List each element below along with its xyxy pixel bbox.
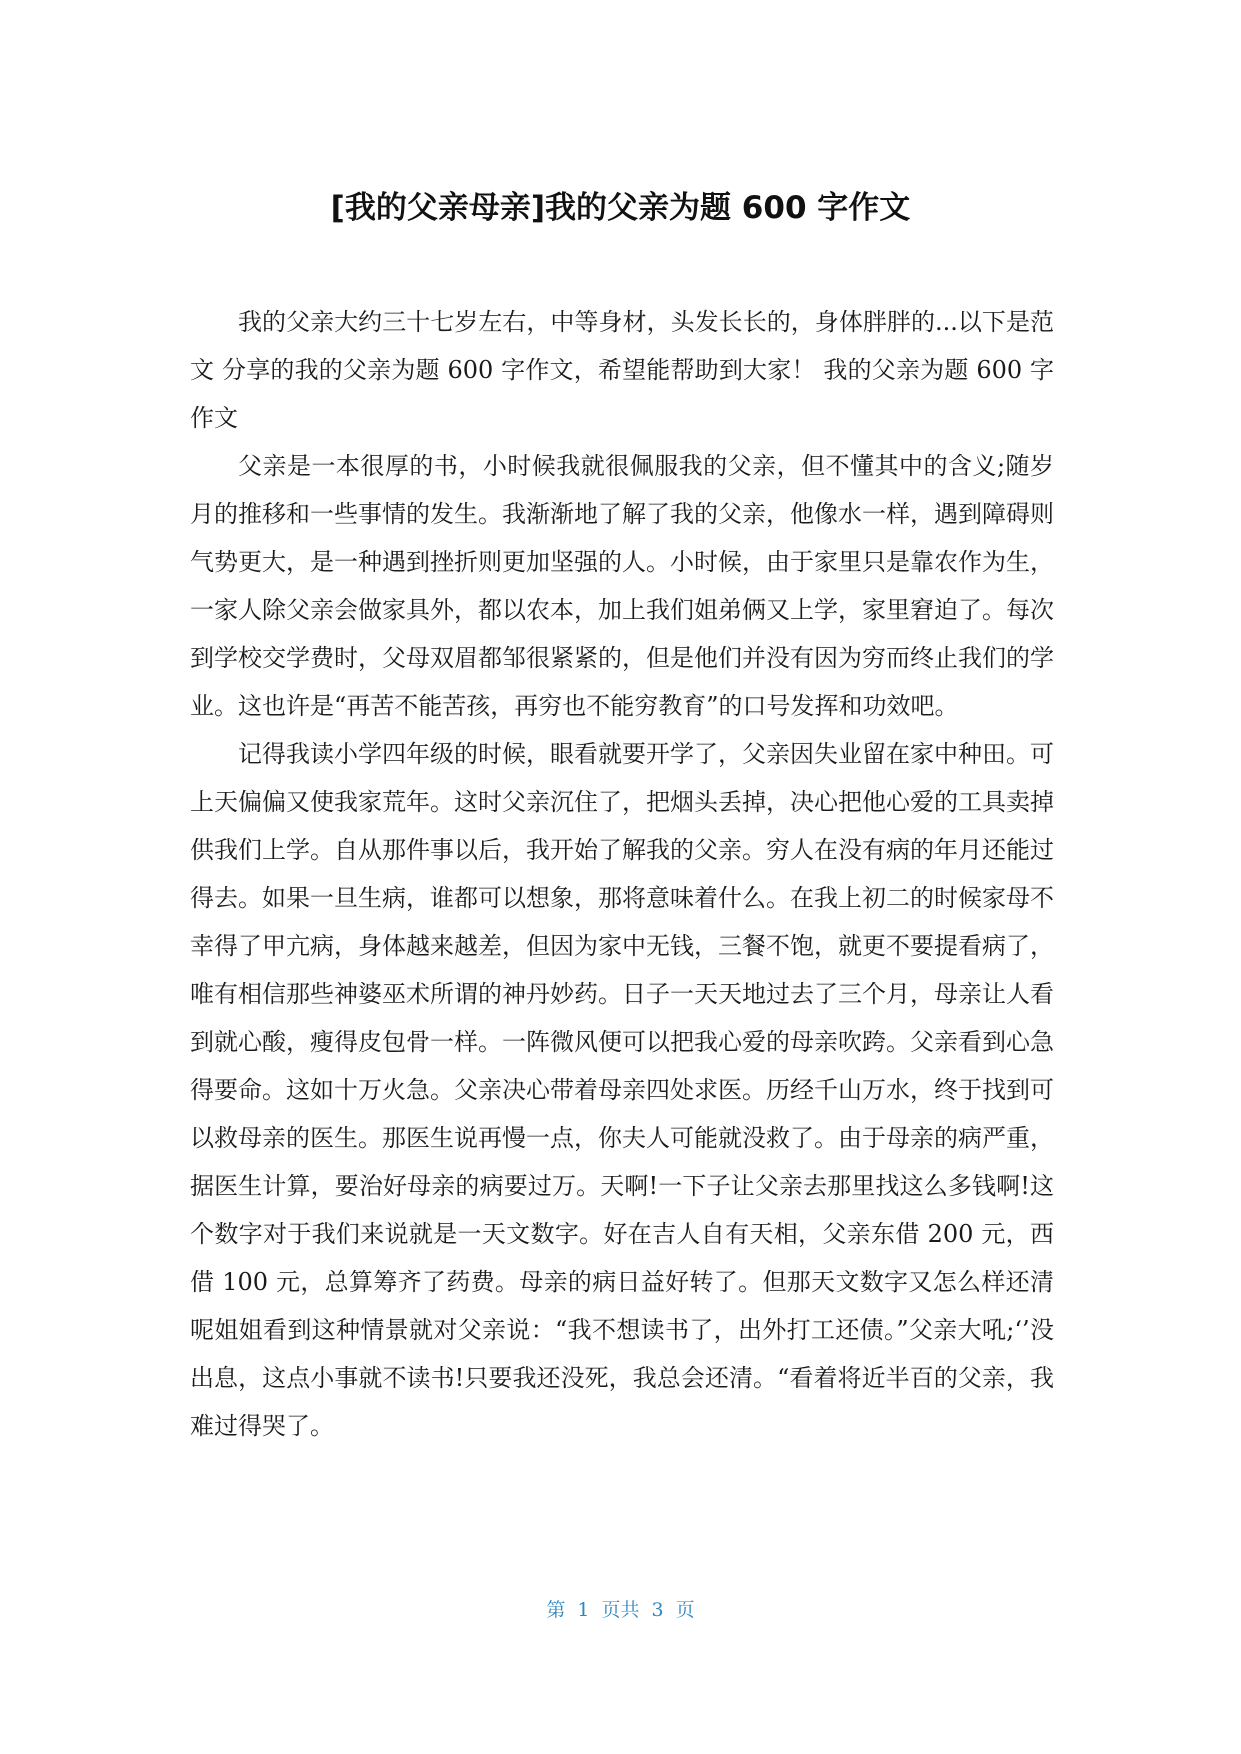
page-footer — [0, 1598, 1241, 1622]
footer-suffix: 页 — [675, 1599, 695, 1621]
document-title: [我的父亲母亲]我的父亲为题 600 字作文 — [330, 190, 911, 226]
paragraph-father-book: 父亲是一本很厚的书，小时候我就很佩服我的父亲，但不懂其中的含义;随岁月的推移和一些事情的发生。我渐渐地了解了我的父亲，他像水一样，遇到障碍则气势更大，是一种遇到挫折则更加坚强的人。小时候，由于家里只是靠农作为生，一家人除父亲会做家具外，都以农本，加上我们姐弟俩又上学，家里窘迫了。每次到学校交学费时，父母双眉都邹很紧紧的，但是他们并没有因为穷而终止我们的学业。这也许是“再苦不能苦孩，再穷也不能穷教育”的口号发挥和功效吧。 — [190, 452, 1054, 720]
paragraph-intro: 我的父亲大约三十七岁左右，中等身材，头发长长的，身体胖胖的...以下是范文 分享的我的父亲为题 600 字作文，希望能帮助到大家！ 我的父亲为题 600 字作文 — [190, 308, 1054, 432]
footer-total-pages: 3 — [651, 1599, 664, 1621]
paragraph-memory: 记得我读小学四年级的时候，眼看就要开学了，父亲因失业留在家中种田。可上天偏偏又使我家荒年。这时父亲沉住了，把烟头丢掉，决心把他心爱的工具卖掉供我们上学。自从那件事以后，我开始了解我的父亲。穷人在没有病的年月还能过得去。如果一旦生病，谁都可以想象，那将意味着什么。在我上初二的时候家母不幸得了甲亢病，身体越来越差，但因为家中无钱，三餐不饱，就更不要提看病了，唯有相信那些神婆巫术所谓的神丹妙药。日子一天天地过去了三个月，母亲让人看到就心酸，瘦得皮包骨一样。一阵微风便可以把我心爱的母亲吹跨。父亲看到心急得要命。这如十万火急。父亲决心带着母亲四处求医。历经千山万水，终于找到可以救母亲的医生。那医生说再慢一点，你夫人可能就没救了。由于母亲的病严重，据医生计算，要治好母亲的病要过万。天啊!一下子让父亲去那里找这么多钱啊!这个数字对于我们来说就是一天文数字。好在吉人自有天相，父亲东借 200 元，西借 100 元，总算筹齐了药费。母亲的病日益好转了。但那天文数字又怎么样还清呢姐姐看到这种情景就对父亲说：“我不想读书了，出外打工还债。”父亲大吼;‘’没出息，这点小事就不读书!只要我还没死，我总会还清。“看着将近半百的父亲，我难过得哭了。 — [190, 740, 1054, 1440]
footer-current-page: 1 — [577, 1599, 590, 1621]
document-body — [190, 298, 1054, 1450]
footer-prefix: 第 — [546, 1599, 566, 1621]
footer-middle: 页共 — [601, 1599, 640, 1621]
